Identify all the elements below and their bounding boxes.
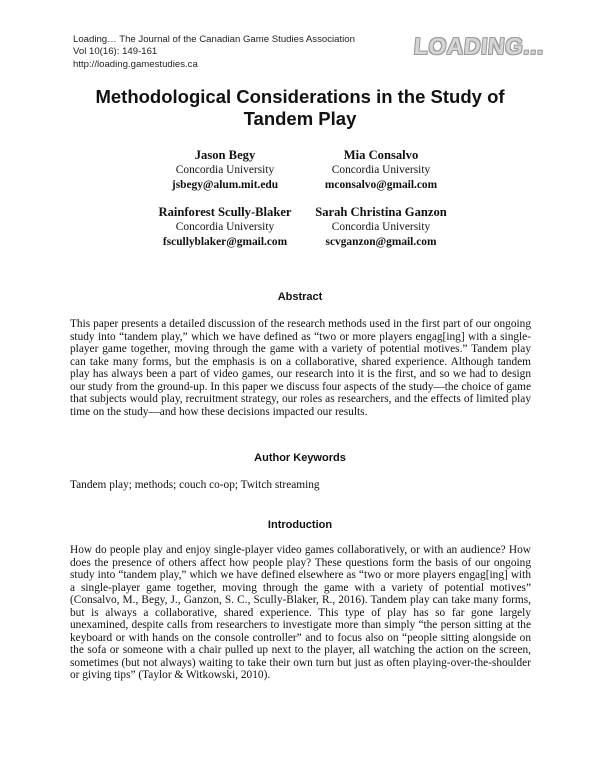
keywords-heading: Author Keywords bbox=[254, 452, 346, 464]
author-name: Sarah Christina Ganzon bbox=[315, 205, 447, 219]
abstract-text: This paper presents a detailed discussion of the research methods used in the first part of our ongoing study into “tandem play,” which we have defined as “two or more players engag[ing] with a single-player game together, moving through the game with a variety of potential motives.” Tandem play can take many forms, but the emphasis is on a collaborative, shared experience. Although tandem play has always been a part of video games, our research into it is the first, and so we had to design our study from the ground-up. In this paper we discuss four aspects of the study—the choice of game that subjects would play, recruitment strategy, our roles as researchers, and the effects of limited play time on the study—and how these decisions impacted our results. bbox=[70, 318, 531, 418]
paper-title: Methodological Considerations in the Study of Tandem Play bbox=[95, 86, 505, 129]
introduction-text: How do people play and enjoy single-player video games collaboratively, or with an audience? How does the presence of others affect how people play? These questions form the basis of our ongoing study into “tandem play,” which we have defined elsewhere as “two or more players engag[ing] with a single-player game together, moving through the game with a variety of potential motives” (Consalvo, M., Begy, J., Ganzon, S. C., Scully-Blaker, R., 2016). Tandem play can take many forms, but is always a collaborative, shared experience. This type of play has so far gone largely unexamined, despite calls from researchers to investigate more than simply “the person sitting at the keyboard or with hands on the console controller” and to focus also on “people sitting alongside on the sofa or someone with a chair pulled up next to the player, all watching the action on the screen, sometimes (but not always) waiting to take their own turn but just as often playing-over-the-shoulder or giving tips” (Taylor & Witkowski, 2010). bbox=[70, 544, 531, 682]
author-affiliation: Concordia University bbox=[175, 220, 275, 233]
keywords-text: Tandem play; methods; couch co-op; Twitch streaming bbox=[70, 479, 320, 491]
author-email[interactable]: fscullyblaker@gmail.com bbox=[162, 235, 288, 248]
author-block bbox=[286, 148, 476, 192]
journal-name: Loading… The Journal of the Canadian Game Studies Association bbox=[73, 34, 355, 45]
journal-url[interactable]: http://loading.gamestudies.ca bbox=[73, 58, 198, 70]
author-name: Jason Begy bbox=[194, 148, 256, 162]
journal-header bbox=[73, 34, 355, 71]
author-name: Mia Consalvo bbox=[343, 148, 419, 162]
author-email[interactable]: jsbegy@alum.mit.edu bbox=[171, 178, 279, 191]
author-block bbox=[286, 205, 476, 249]
abstract-heading: Abstract bbox=[277, 291, 323, 303]
loading-logo: LOADING... bbox=[412, 33, 546, 59]
author-affiliation: Concordia University bbox=[331, 220, 431, 233]
author-affiliation: Concordia University bbox=[175, 163, 275, 176]
introduction-heading: Introduction bbox=[267, 519, 333, 531]
author-email[interactable]: mconsalvo@gmail.com bbox=[324, 178, 438, 191]
volume-info: Vol 10(16): 149-161 bbox=[73, 46, 158, 58]
author-affiliation: Concordia University bbox=[331, 163, 431, 176]
author-email[interactable]: scvganzon@gmail.com bbox=[325, 235, 437, 248]
author-name: Rainforest Scully-Blaker bbox=[158, 205, 292, 219]
